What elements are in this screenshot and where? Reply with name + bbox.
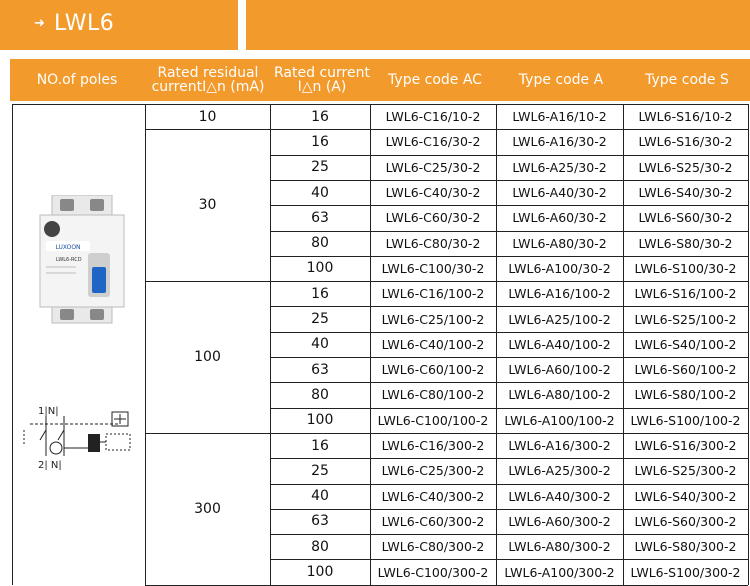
cell-type-ac: LWL6-C40/30-2 (385, 185, 481, 201)
cell-type-a: LWL6-A25/300-2 (508, 463, 611, 479)
column-divider (623, 104, 624, 585)
cell-type-a: LWL6-A16/100-2 (508, 286, 611, 302)
cell-current: 80 (311, 235, 329, 252)
cell-type-a: LWL6-A100/300-2 (504, 564, 615, 580)
cell-type-ac: LWL6-C100/30-2 (381, 260, 485, 276)
header-a: Type code A (518, 72, 604, 88)
cell-type-ac: LWL6-C80/300-2 (381, 539, 485, 555)
cell-type-s: LWL6-S16/10-2 (638, 109, 733, 125)
cell-type-a: LWL6-A40/30-2 (512, 185, 607, 201)
cell-type-a: LWL6-A100/30-2 (508, 260, 611, 276)
cell-current: 100 (306, 564, 334, 581)
cell-type-ac: LWL6-C40/300-2 (381, 488, 485, 504)
cell-type-s: LWL6-S60/100-2 (634, 362, 737, 378)
header-current (268, 59, 376, 101)
cell-type-s: LWL6-S16/100-2 (634, 286, 737, 302)
cell-type-ac: LWL6-C25/100-2 (381, 311, 485, 327)
cell-type-ac: LWL6-C100/300-2 (377, 564, 489, 580)
cell-type-ac: LWL6-C80/100-2 (381, 387, 485, 403)
cell-residual-ma: 30 (198, 197, 217, 214)
wiring-schematic-icon (16, 404, 134, 470)
column-divider (270, 104, 271, 585)
cell-type-s: LWL6-S60/30-2 (638, 210, 733, 226)
cell-type-s: LWL6-S100/100-2 (630, 412, 741, 428)
header-s: Type code S (645, 72, 729, 88)
cell-type-a: LWL6-A60/30-2 (512, 210, 607, 226)
header-ac: Type code AC (388, 72, 482, 88)
cell-type-s: LWL6-S60/300-2 (634, 513, 737, 529)
header-residual-line2: currentI△n (mA) (151, 79, 265, 95)
column-divider (748, 104, 749, 585)
cell-current: 63 (311, 209, 329, 226)
cell-type-ac: LWL6-C40/100-2 (381, 336, 485, 352)
cell-type-s: LWL6-S40/30-2 (638, 185, 733, 201)
cell-type-a: LWL6-A25/30-2 (512, 159, 607, 175)
page-title: LWL6 (54, 11, 115, 36)
cell-type-a: LWL6-A40/300-2 (508, 488, 611, 504)
cell-type-a: LWL6-A80/100-2 (508, 387, 611, 403)
cell-type-ac: LWL6-C60/100-2 (381, 362, 485, 378)
cell-type-ac: LWL6-C16/30-2 (385, 134, 481, 150)
cell-current: 80 (311, 386, 329, 403)
column-divider (496, 104, 497, 585)
header-current-line2: I△n (A) (297, 79, 347, 95)
cell-current: 25 (311, 462, 329, 479)
cell-type-a: LWL6-A80/30-2 (512, 235, 607, 251)
cell-current: 16 (311, 133, 329, 150)
cell-type-ac: LWL6-C25/30-2 (385, 159, 481, 175)
cell-current: 25 (311, 159, 329, 176)
cell-current: 100 (306, 412, 334, 429)
cell-type-a: LWL6-A100/100-2 (504, 412, 615, 428)
cell-type-s: LWL6-S40/100-2 (634, 336, 737, 352)
header-current-line1: Rated current (274, 65, 370, 81)
cell-type-ac: LWL6-C60/30-2 (385, 210, 481, 226)
cell-type-s: LWL6-S80/300-2 (634, 539, 737, 555)
cell-type-ac: LWL6-C80/30-2 (385, 235, 481, 251)
cell-type-ac: LWL6-C100/100-2 (377, 412, 489, 428)
cell-type-ac: LWL6-C16/10-2 (385, 109, 481, 125)
rcd-device-image (36, 195, 128, 325)
cell-current: 16 (311, 437, 329, 454)
cell-current: 63 (311, 513, 329, 530)
banner-fill (246, 0, 750, 50)
cell-type-a: LWL6-A60/300-2 (508, 513, 611, 529)
device-brand: LUXOON (55, 244, 81, 251)
column-divider (12, 104, 13, 585)
cell-type-a: LWL6-A40/100-2 (508, 336, 611, 352)
cell-current: 63 (311, 361, 329, 378)
cell-type-s: LWL6-S16/30-2 (638, 134, 733, 150)
cell-current: 16 (311, 108, 329, 125)
cell-residual-ma: 300 (194, 500, 221, 517)
table-header (10, 59, 750, 101)
arrow-icon: ➜ (34, 16, 45, 31)
cell-current: 25 (311, 311, 329, 328)
cell-type-s: LWL6-S25/30-2 (638, 159, 733, 175)
cell-type-ac: LWL6-C25/300-2 (381, 463, 485, 479)
cell-current: 40 (311, 336, 329, 353)
cell-type-ac: LWL6-C16/300-2 (381, 438, 485, 454)
cell-type-s: LWL6-S25/300-2 (634, 463, 737, 479)
cell-type-a: LWL6-A16/30-2 (512, 134, 607, 150)
title-banner (0, 0, 238, 50)
cell-type-s: LWL6-S25/100-2 (634, 311, 737, 327)
header-residual-line1: Rated residual (157, 65, 259, 81)
device-model: LWL6-RCD (56, 257, 82, 263)
cell-type-s: LWL6-S80/100-2 (634, 387, 737, 403)
cell-type-a: LWL6-A25/100-2 (508, 311, 611, 327)
schematic-bottom-label: 2| N| (38, 460, 62, 470)
header-poles: NO.of poles (36, 72, 118, 88)
cell-current: 16 (311, 285, 329, 302)
cell-type-ac: LWL6-C16/100-2 (381, 286, 485, 302)
header-residual (146, 59, 270, 101)
column-divider (145, 104, 146, 585)
cell-type-s: LWL6-S100/300-2 (630, 564, 741, 580)
cell-type-s: LWL6-S80/30-2 (638, 235, 733, 251)
cell-type-a: LWL6-A16/10-2 (512, 109, 607, 125)
cell-type-s: LWL6-S100/30-2 (634, 260, 737, 276)
cell-current: 80 (311, 538, 329, 555)
cell-type-a: LWL6-A16/300-2 (508, 438, 611, 454)
cell-type-s: LWL6-S16/300-2 (634, 438, 737, 454)
cell-residual-ma: 10 (198, 108, 217, 125)
schematic-top-label: 1|N| (38, 406, 59, 417)
cell-type-s: LWL6-S40/300-2 (634, 488, 737, 504)
cell-type-a: LWL6-A60/100-2 (508, 362, 611, 378)
column-divider (370, 104, 371, 585)
table-top-border (12, 104, 748, 105)
cell-current: 40 (311, 488, 329, 505)
cell-current: 40 (311, 184, 329, 201)
cell-current: 100 (306, 260, 334, 277)
cell-type-ac: LWL6-C60/300-2 (381, 513, 485, 529)
cell-type-a: LWL6-A80/300-2 (508, 539, 611, 555)
cell-residual-ma: 100 (194, 348, 221, 365)
